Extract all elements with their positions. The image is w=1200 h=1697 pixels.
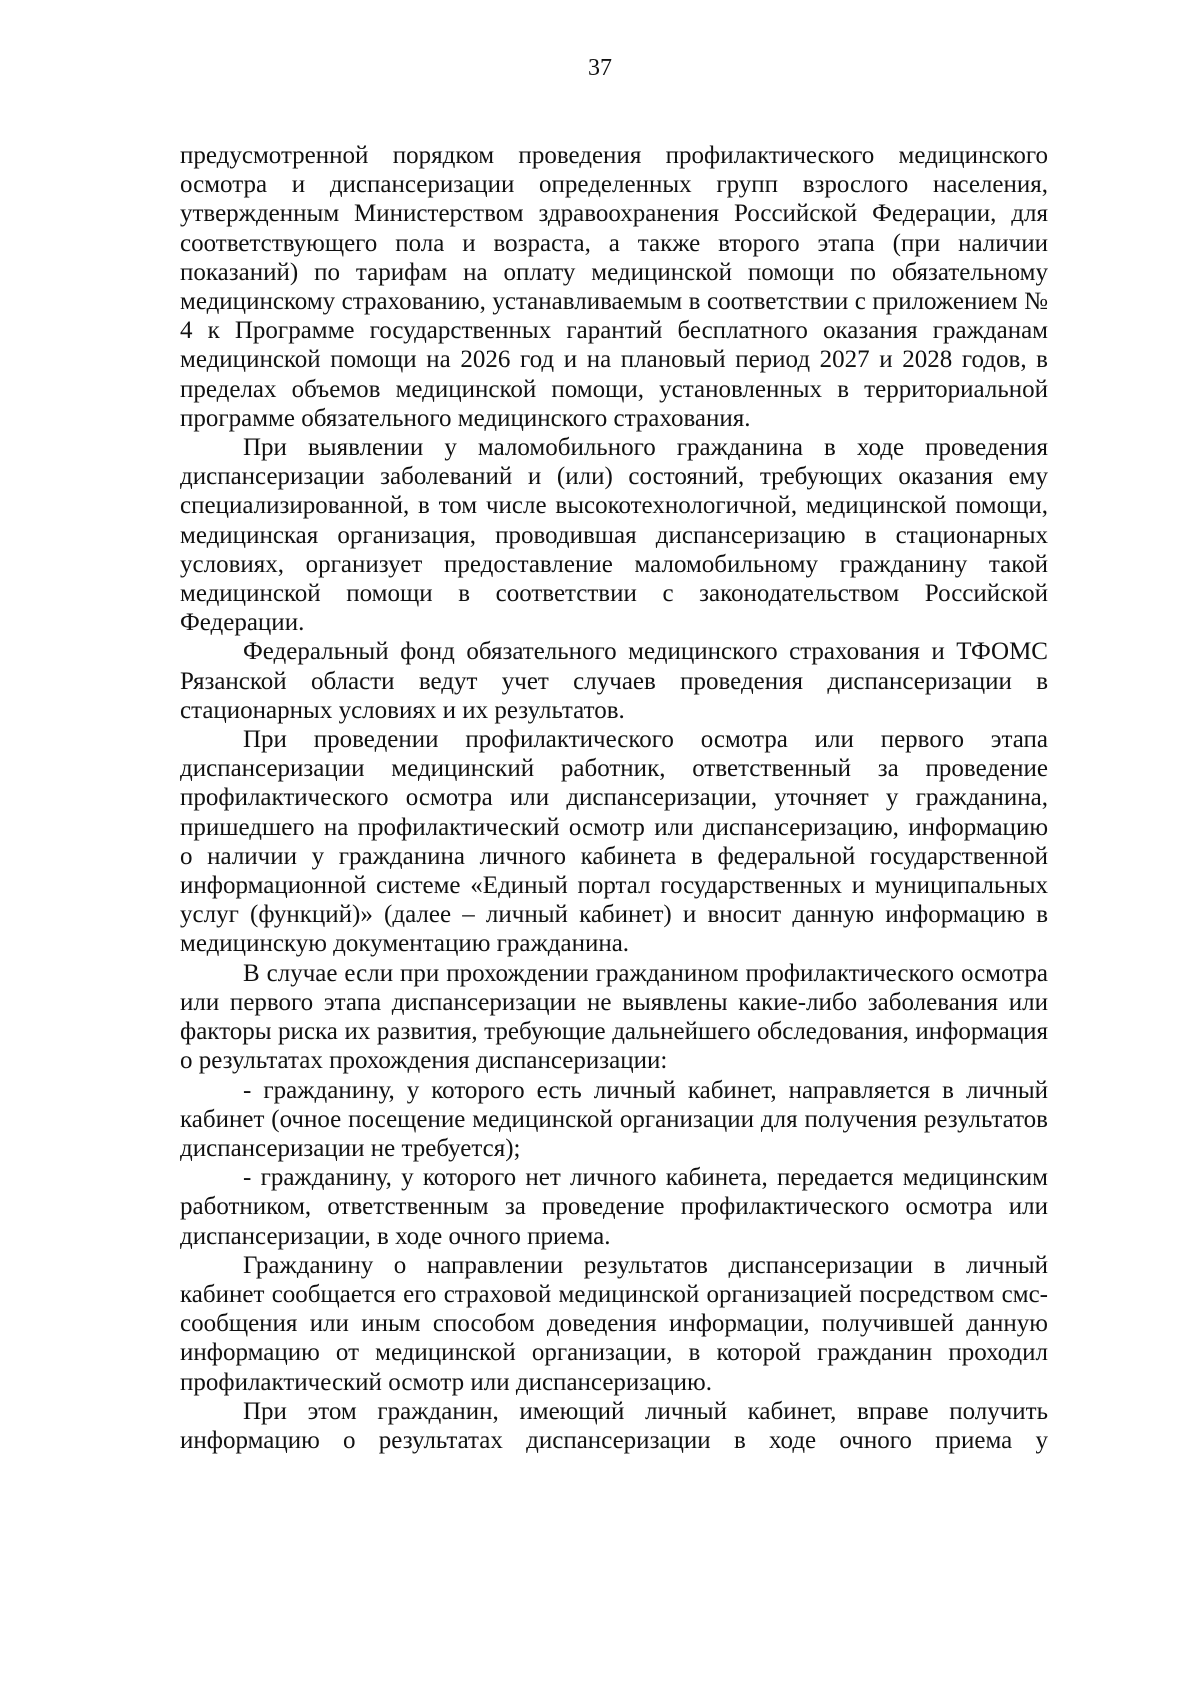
- paragraph-no-diseases-found: В случае если при прохождении гражданином профилактического осмотра или первого этапа диспансеризации не выявлены какие-либо заболевания или факторы риска их развития, требующие дальнейшего обследования, информация о результатах прохождения диспансеризации:: [180, 959, 1048, 1075]
- paragraph-continuation: предусмотренной порядком проведения профилактического медицинского осмотра и диспансеризации определенных групп взрослого населения, утвержденным Министерством здравоохранения Российской Федерации, для соответствующего пола и возраста, а также второго этапа (при наличии показаний) по тарифам на оплату медицинской помощи по обязательному медицинскому страхованию, устанавливаемым в соответствии с приложением № 4 к Программе государственных гарантий бесплатного оказания гражданам медицинской помощи на 2026 год и на плановый период 2027 и 2028 годов, в пределах объемов медицинской помощи, установленных в территориальной программе обязательного медицинского страхования.: [180, 142, 1048, 432]
- list-item-has-account: - гражданину, у которого есть личный кабинет, направляется в личный кабинет (очное посещение медицинской организации для получения результатов диспансеризации не требуется);: [180, 1076, 1048, 1162]
- paragraph-in-person-results: При этом гражданин, имеющий личный кабинет, вправе получить информацию о результатах диспансеризации в ходе очного приема у: [180, 1397, 1048, 1454]
- paragraph-immobile-citizen: При выявлении у маломобильного гражданина в ходе проведения диспансеризации заболеваний и (или) состояний, требующих оказания ему специализированной, в том числе высокотехнологичной, медицинской помощи, медицинская организация, проводившая диспансеризацию в стационарных условиях, организует предоставление маломобильному гражданину такой медицинской помощи в соответствии с законодательством Российской Федерации.: [180, 434, 1048, 637]
- list-item-no-account: - гражданину, у которого нет личного кабинета, передается медицинским работником, ответственным за проведение профилактического осмотра или диспансеризации, в ходе очного приема.: [180, 1164, 1048, 1250]
- document-body: [180, 141, 1048, 1455]
- page-number: 37: [588, 55, 612, 81]
- paragraph-personal-account-check: При проведении профилактического осмотра или первого этапа диспансеризации медицинский работник, ответственный за проведение профилактического осмотра или диспансеризации, уточняет у гражданина, пришедшего на профилактический осмотр или диспансеризацию, информацию о наличии у гражданина личного кабинета в федеральной государственной информационной системе «Единый портал государственных и муниципальных услуг (функций)» (далее – личный кабинет) и вносит данную информацию в медицинскую документацию гражданина.: [180, 726, 1048, 958]
- paragraph-federal-fund: Федеральный фонд обязательного медицинского страхования и ТФОМС Рязанской области ведут учет случаев проведения диспансеризации в стационарных условиях и их результатов.: [180, 638, 1048, 724]
- paragraph-notification: Гражданину о направлении результатов диспансеризации в личный кабинет сообщается его страховой медицинской организацией посредством смс-сообщения или иным способом доведения информации, получившей данную информацию от медицинской организации, в которой гражданин проходил профилактический осмотр или диспансеризацию.: [180, 1251, 1048, 1396]
